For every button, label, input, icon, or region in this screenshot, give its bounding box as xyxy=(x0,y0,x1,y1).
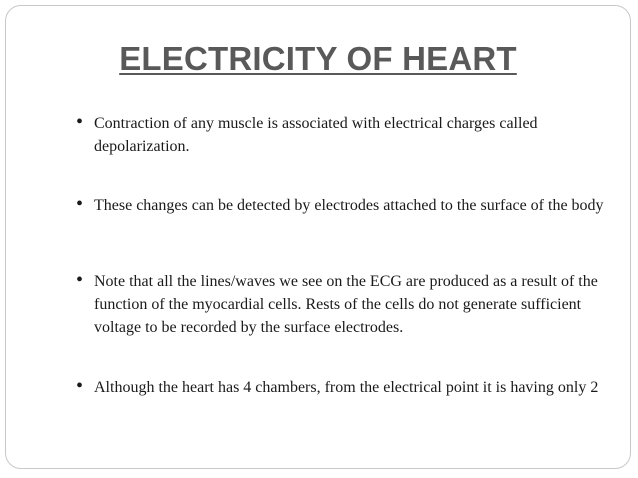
slide-title: ELECTRICITY OF HEART xyxy=(119,40,517,77)
bullet-item xyxy=(76,194,624,217)
bullet-item xyxy=(76,376,624,399)
bullet-dot-icon: • xyxy=(76,111,84,133)
bullet-item xyxy=(76,112,624,158)
bullet-text: Although the heart has 4 chambers, from the electrical point it is having only 2 xyxy=(94,379,599,396)
slide-frame xyxy=(5,5,631,469)
bullet-dot-icon: • xyxy=(76,193,84,215)
bullet-item xyxy=(76,270,624,339)
bullet-text: Contraction of any muscle is associated with electrical charges called depolarization. xyxy=(94,115,538,155)
bullet-dot-icon: • xyxy=(76,375,84,397)
bullet-dot-icon: • xyxy=(76,269,84,291)
bullet-text: These changes can be detected by electrodes attached to the surface of the body xyxy=(94,197,604,214)
bullet-text: Note that all the lines/waves we see on the ECG are produced as a result of the function of the myocardial cells. Rests of the cells do not generate sufficient voltage to be recorded by the surface electrodes. xyxy=(94,273,598,336)
